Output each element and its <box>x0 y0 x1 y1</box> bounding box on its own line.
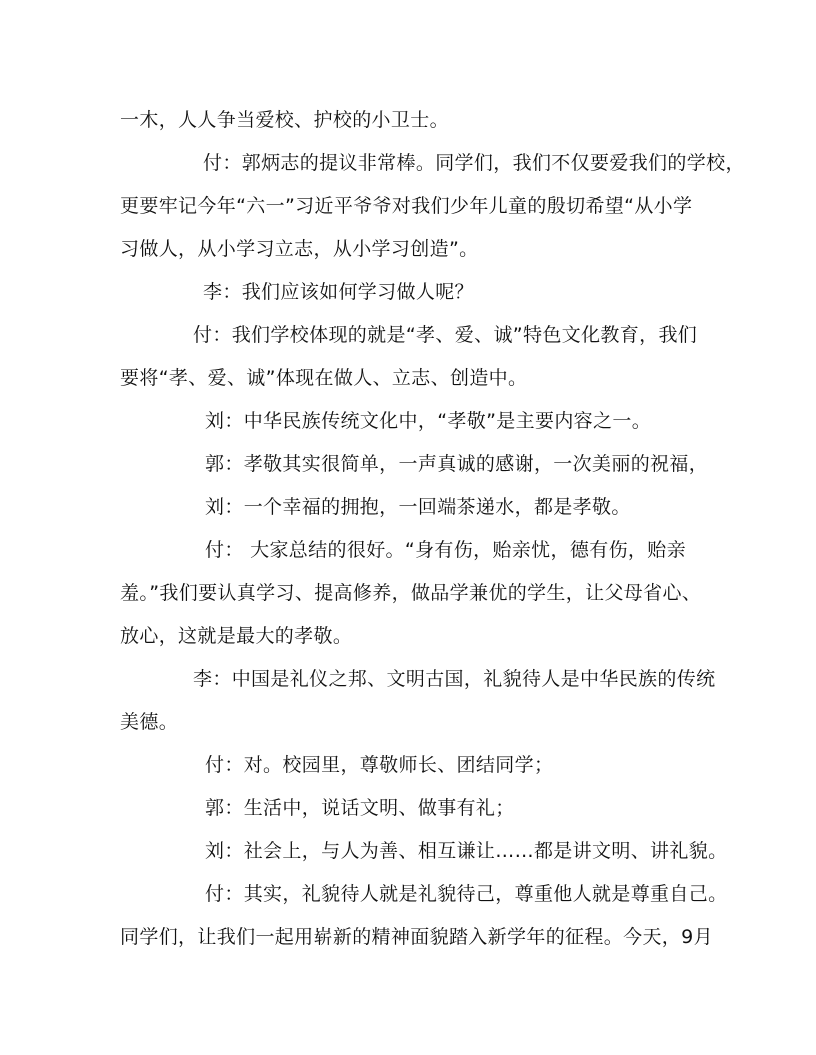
text-line: 要将“孝、爱、诚”体现在做人、立志、创造中。 <box>120 367 528 389</box>
text-line: 李：我们应该如何学习做人呢？ <box>203 281 474 303</box>
text-line: 习做人，从小学习立志，从小学习创造”。 <box>120 238 479 260</box>
text-line: 郭：生活中，说话文明、做事有礼； <box>205 797 515 819</box>
text-line: 付：其实，礼貌待人就是礼貌待己，尊重他人就是尊重自己。 <box>205 883 728 905</box>
text-line: 刘：一个幸福的拥抱，一回端茶递水，都是孝敬。 <box>205 496 631 518</box>
text-line: 放心，这就是最大的孝敬。 <box>120 625 353 647</box>
text-line: 羞。”我们要认真学习、提高修养，做品学兼优的学生，让父母省心、 <box>120 582 702 604</box>
text-line: 付： 大家总结的很好。“身有伤，贻亲忧，德有伤，贻亲 <box>205 539 686 561</box>
text-line: 付：我们学校体现的就是“孝、爱、诚”特色文化教育，我们 <box>193 324 698 346</box>
text-line: 更要牢记今年“六一”习近平爷爷对我们少年儿童的殷切希望“从小学 <box>120 195 693 217</box>
text-line: 刘：中华民族传统文化中，“孝敬”是主要内容之一。 <box>205 410 652 432</box>
text-line: 付：郭炳志的提议非常棒。同学们，我们不仅要爱我们的学校， <box>203 152 745 174</box>
text-line: 同学们，让我们一起用崭新的精神面貌踏入新学年的征程。今天，9月 <box>120 926 713 948</box>
text-line: 刘：社会上，与人为善、相互谦让……都是讲文明、讲礼貌。 <box>205 840 728 862</box>
text-line: 郭：孝敬其实很简单，一声真诚的感谢，一次美丽的祝福， <box>205 453 709 475</box>
text-line: 付：对。校园里，尊敬师长、团结同学； <box>205 754 554 776</box>
text-line: 美德。 <box>120 711 179 733</box>
text-line: 李：中国是礼仪之邦、文明古国，礼貌待人是中华民族的传统 <box>193 668 716 690</box>
text-line: 一木，人人争当爱校、护校的小卫士。 <box>120 109 449 131</box>
